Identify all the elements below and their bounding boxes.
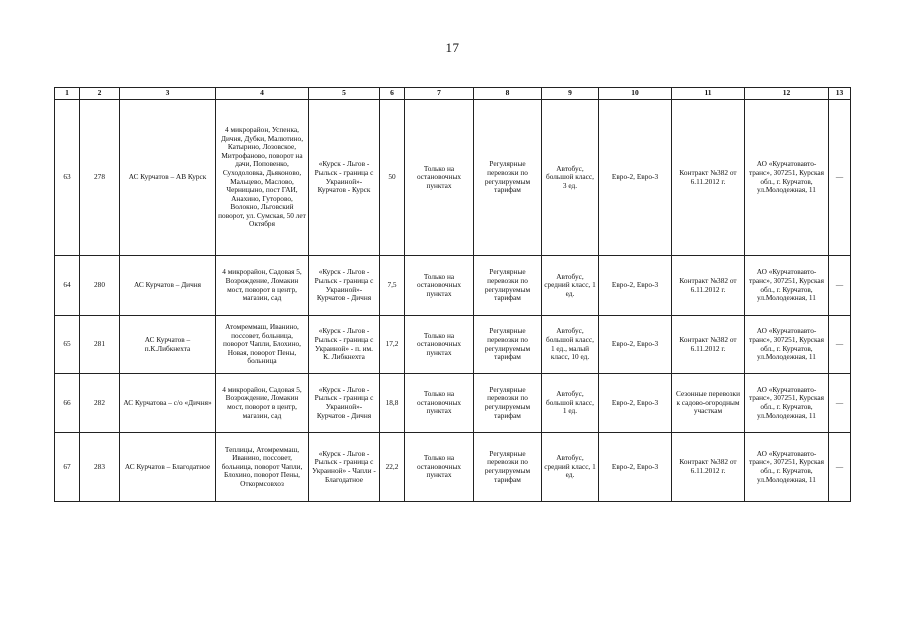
notes: — [829, 316, 851, 374]
vehicle-class: Автобус, средний класс, 1 ед. [542, 433, 599, 502]
boarding-procedure: Только на остановочных пунктах [405, 316, 474, 374]
page-number: 17 [445, 40, 460, 55]
route-number: 280 [80, 256, 120, 316]
table-row [55, 256, 851, 316]
vehicle-class: Автобус, средний класс, 1 ед. [542, 256, 599, 316]
header-col-7: 7 [405, 88, 474, 100]
route-length: 22,2 [380, 433, 405, 502]
vehicle-class: Автобус, большой класс, 3 ед. [542, 100, 599, 256]
row-number: 67 [55, 433, 80, 502]
route-name: АС Курчатов – АВ Курск [120, 100, 216, 256]
intermediate-stops: Атомреммаш, Иванино, поссовет, больница, поворот Чапли, Блохино, Новая, поворот Пены, больница [216, 316, 309, 374]
row-number: 66 [55, 374, 80, 433]
route-name: АС Курчатов – п.К.Либкнехта [120, 316, 216, 374]
route-roads: «Курск - Льгов - Рыльск - граница с Украиной»- Курчатов - Дичня [309, 374, 380, 433]
route-number: 278 [80, 100, 120, 256]
carrier-info: АО «Курчатовавто-транс», 307251, Курская обл., г. Курчатов, ул.Молодежная, 11 [745, 374, 829, 433]
route-name: АС Курчатова – с/о «Дичня» [120, 374, 216, 433]
eco-class: Евро-2, Евро-3 [599, 374, 672, 433]
row-number: 63 [55, 100, 80, 256]
boarding-procedure: Только на остановочных пунктах [405, 374, 474, 433]
header-col-6: 6 [380, 88, 405, 100]
boarding-procedure: Только на остановочных пунктах [405, 433, 474, 502]
notes: — [829, 433, 851, 502]
intermediate-stops: Теплицы, Атомреммаш, Иванино, поссовет, больница, поворот Чапли, Блохино, поворот Пены, Откормсовхоз [216, 433, 309, 502]
transport-type: Регулярные перевозки по регулируемым тарифам [474, 256, 542, 316]
header-col-3: 3 [120, 88, 216, 100]
intermediate-stops: 4 микрорайон, Садовая 5, Возрождение, Ломакин мост, поворот в центр, магазин, сад [216, 374, 309, 433]
intermediate-stops: 4 микрорайон, Садовая 5, Возрождение, Ломакин мост, поворот в центр, магазин, сад [216, 256, 309, 316]
contract-info: Контракт №382 от 6.11.2012 г. [672, 256, 745, 316]
carrier-info: АО «Курчатовавто-транс», 307251, Курская обл., г. Курчатов, ул.Молодежная, 11 [745, 433, 829, 502]
route-name: АС Курчатов – Благодатное [120, 433, 216, 502]
route-roads: «Курск - Льгов - Рыльск - граница с Украиной» - п. им. К. Либкнехта [309, 316, 380, 374]
eco-class: Евро-2, Евро-3 [599, 256, 672, 316]
vehicle-class: Автобус, большой класс, 1 ед. [542, 374, 599, 433]
header-col-1: 1 [55, 88, 80, 100]
contract-info: Контракт №382 от 6.11.2012 г. [672, 316, 745, 374]
notes: — [829, 256, 851, 316]
contract-info: Контракт №382 от 6.11.2012 г. [672, 433, 745, 502]
header-col-11: 11 [672, 88, 745, 100]
header-col-10: 10 [599, 88, 672, 100]
table-row [55, 316, 851, 374]
route-name: АС Курчатов – Дичня [120, 256, 216, 316]
header-col-2: 2 [80, 88, 120, 100]
header-col-9: 9 [542, 88, 599, 100]
route-length: 50 [380, 100, 405, 256]
route-number: 282 [80, 374, 120, 433]
transport-type: Регулярные перевозки по регулируемым тарифам [474, 316, 542, 374]
carrier-info: АО «Курчатовавто-транс», 307251, Курская обл., г. Курчатов, ул.Молодежная, 11 [745, 316, 829, 374]
contract-info: Контракт №382 от 6.11.2012 г. [672, 100, 745, 256]
carrier-info: АО «Курчатовавто-транс», 307251, Курская обл., г. Курчатов, ул.Молодежная, 11 [745, 256, 829, 316]
intermediate-stops: 4 микрорайон, Успенка, Дичня, Дубки, Малютино, Катырино, Лозовское, Митрофаново, поворот на дачи, Поповенко, Суходоловка, Дьяконово, Мальцево, Маслово, Черницыно, пост ГАИ, Анахино, Гуторово, Волокно, Льговский поворот, ул. Сумская, 50 лет Октября [216, 100, 309, 256]
table-row [55, 374, 851, 433]
table-row [55, 433, 851, 502]
eco-class: Евро-2, Евро-3 [599, 316, 672, 374]
transport-type: Регулярные перевозки по регулируемым тарифам [474, 100, 542, 256]
row-number: 64 [55, 256, 80, 316]
route-roads: «Курск - Льгов - Рыльск - граница с Украиной» - Чапли - Благодатное [309, 433, 380, 502]
notes: — [829, 100, 851, 256]
header-col-12: 12 [745, 88, 829, 100]
header-col-4: 4 [216, 88, 309, 100]
route-length: 18,8 [380, 374, 405, 433]
eco-class: Евро-2, Евро-3 [599, 100, 672, 256]
route-number: 283 [80, 433, 120, 502]
route-number: 281 [80, 316, 120, 374]
route-roads: «Курск - Льгов - Рыльск - граница с Украиной»- Курчатов - Курск [309, 100, 380, 256]
eco-class: Евро-2, Евро-3 [599, 433, 672, 502]
row-number: 65 [55, 316, 80, 374]
contract-info: Сезонные перевозки к садово-огородным участкам [672, 374, 745, 433]
boarding-procedure: Только на остановочных пунктах [405, 256, 474, 316]
route-roads: «Курск - Льгов - Рыльск - граница с Украиной»- Курчатов - Дичня [309, 256, 380, 316]
vehicle-class: Автобус, большой класс, 1 ед., малый класс, 10 ед. [542, 316, 599, 374]
header-col-8: 8 [474, 88, 542, 100]
table-row [55, 100, 851, 256]
transport-type: Регулярные перевозки по регулируемым тарифам [474, 433, 542, 502]
routes-table [54, 87, 851, 502]
notes: — [829, 374, 851, 433]
route-length: 17,2 [380, 316, 405, 374]
header-col-5: 5 [309, 88, 380, 100]
header-col-13: 13 [829, 88, 851, 100]
carrier-info: АО «Курчатовавто-транс», 307251, Курская обл., г. Курчатов, ул.Молодежная, 11 [745, 100, 829, 256]
header-row [55, 88, 851, 100]
boarding-procedure: Только на остановочных пунктах [405, 100, 474, 256]
transport-type: Регулярные перевозки по регулируемым тарифам [474, 374, 542, 433]
route-length: 7,5 [380, 256, 405, 316]
